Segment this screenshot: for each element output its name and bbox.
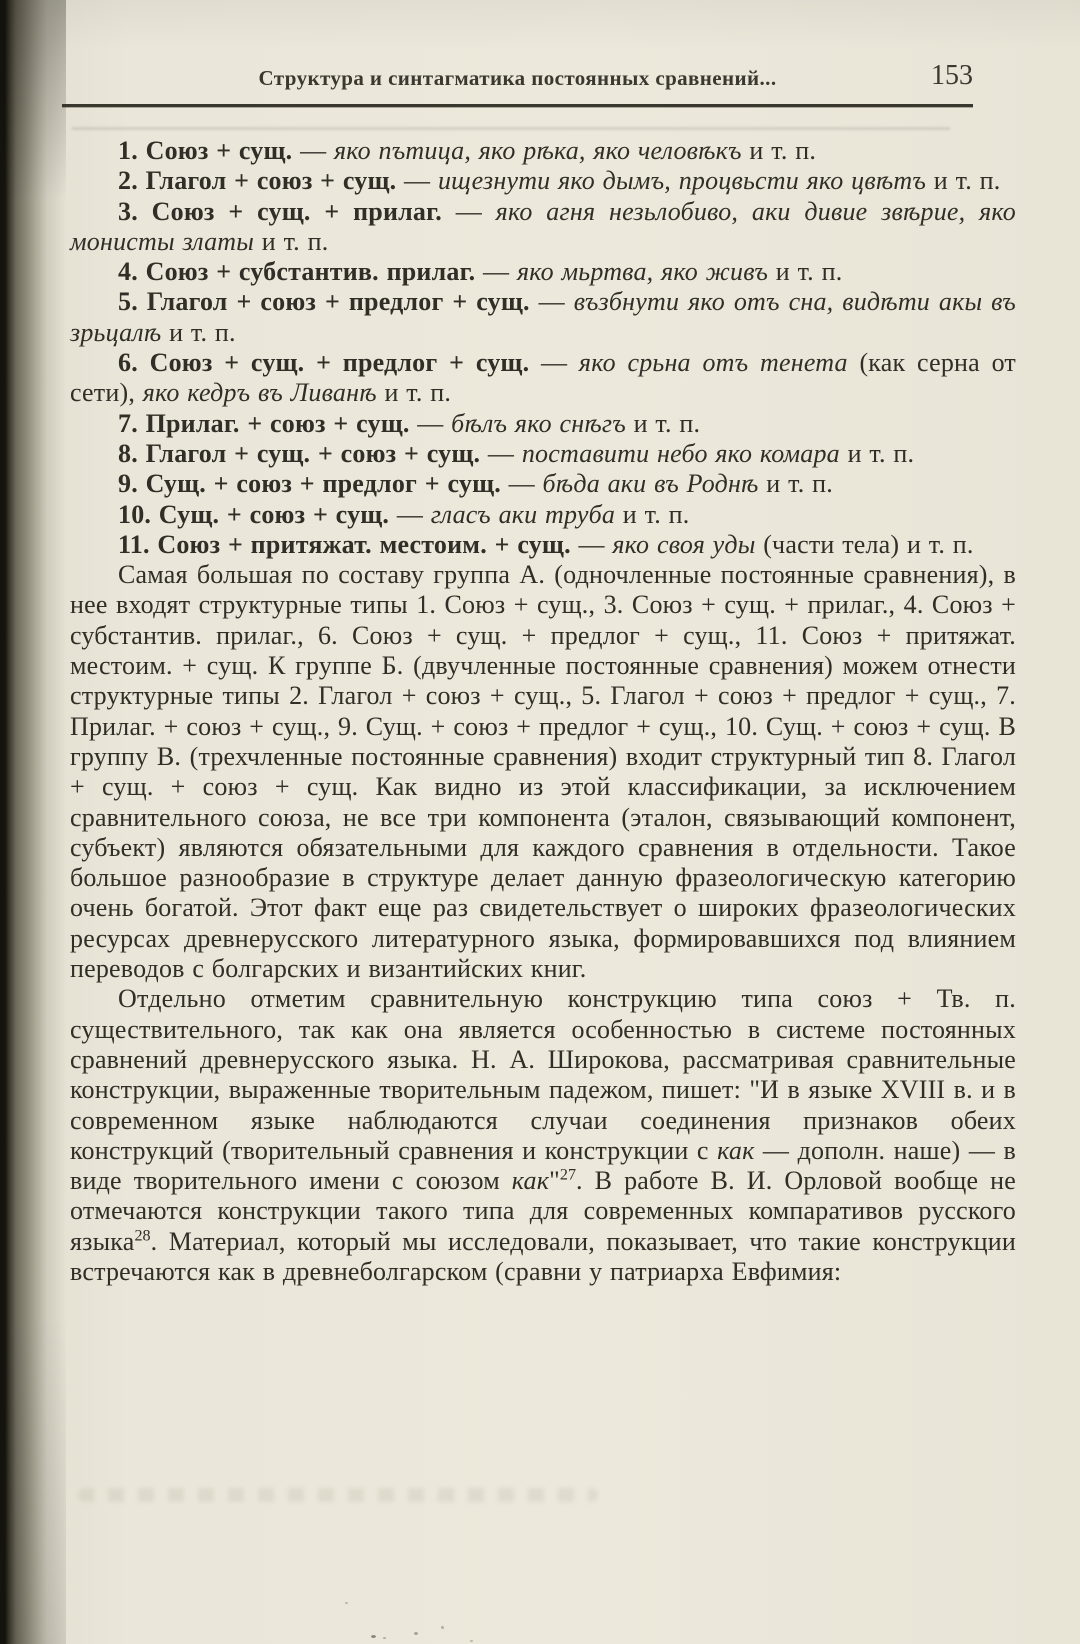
text-run: и т. п. xyxy=(839,438,915,468)
text-run: 9. Сущ. + союз + предлог + сущ. xyxy=(118,469,509,499)
text-run: . Материал, который мы исследовали, показывает, что такие конструкции встречаются как в древнеболгарском (сравни у патриарха Евфимия: xyxy=(70,1226,1016,1286)
text-run: — xyxy=(508,469,543,499)
text-run: 5. Глагол + союз + предлог + сущ. xyxy=(118,287,539,317)
text-run: — xyxy=(540,348,579,378)
text-run: — xyxy=(578,529,613,559)
text-run: яко кедръ въ Ливанѣ xyxy=(142,378,377,408)
paragraph xyxy=(70,984,1016,1287)
text-run: яко пътица, яко рѣка, яко человѣкъ xyxy=(333,136,742,165)
paragraph xyxy=(70,197,1016,258)
text-run: — xyxy=(404,166,438,196)
paragraph xyxy=(70,439,1016,469)
header-rule xyxy=(62,104,973,107)
text-run: яко мьртва, яко живъ xyxy=(516,257,769,287)
paragraph xyxy=(70,409,1016,439)
text-run: — xyxy=(455,196,496,226)
text-run: — дополн. наше) — в виде творительного имени с союзом xyxy=(70,1135,1016,1196)
text-run: — xyxy=(483,257,517,287)
text-run: и т. п. xyxy=(615,499,690,529)
text-run: (части тела) и т. п. xyxy=(755,529,974,559)
text-run: 8. Глагол + сущ. + союз + сущ. xyxy=(118,438,488,468)
text-run: яко агня незьлобиво, аки дивие звѣрие, яко монисты златы xyxy=(70,196,1016,256)
text-run: възбнути яко отъ сна, видѣти акы въ зрьцалѣ xyxy=(70,287,1017,347)
text-run: 2. Глагол + союз + сущ. xyxy=(118,166,405,196)
text-run: — xyxy=(487,438,522,468)
header-rule-echo xyxy=(72,127,950,130)
text-run: 3. Союз + сущ. + прилаг. xyxy=(118,196,456,226)
text-run: и т. п. xyxy=(625,408,701,438)
text-run: как xyxy=(511,1166,550,1196)
text-run: поставити небо яко комара xyxy=(521,438,840,468)
ink-speck xyxy=(414,1632,418,1635)
text-run: 6. Союз + сущ. + предлог + сущ. xyxy=(118,348,541,378)
ink-speck xyxy=(383,1637,386,1639)
text-run: и т. п. xyxy=(926,166,1001,196)
text-run: . В работе В. И. Орловой вообще не отмечаются конструкции такого типа для современных компаративов русского языка xyxy=(70,1166,1016,1256)
paragraph xyxy=(70,348,1016,409)
text-run: (как серна от сети), xyxy=(70,348,1016,408)
text-run: и т. п. xyxy=(768,257,843,287)
text-run: 1. Союз + сущ. xyxy=(118,136,301,165)
text-run: яко срьна отъ тенета xyxy=(578,348,848,378)
text-run: — xyxy=(396,499,431,529)
text-run: 11. Союз + притяжат. местоим. + сущ. xyxy=(118,529,579,559)
text-run: бѣлъ яко снѣгъ xyxy=(451,408,626,438)
text-run: Отдельно отметим сравнительную конструкцию типа союз + Тв. п. существительного, так как она является особенностью в системе постоянных сравнений древнерусского языка. Н. А. Широкова, рассматривая сравнительные конструкции, выраженные творительным падежом, пишет: "И в языке XVIII в. и в современном языке наблюдаются случаи соединения признаков обеих конструкций (творительный сравнения и конструкции с xyxy=(70,984,1016,1165)
text-run: ищезнути яко дымъ, процвьсти яко цвѣтъ xyxy=(437,166,927,196)
text-run: и т. п. xyxy=(161,317,236,347)
paragraph xyxy=(70,560,1016,984)
text-run: 7. Прилаг. + союз + сущ. xyxy=(118,408,418,438)
text-run: бѣда аки въ Роднѣ xyxy=(542,469,759,499)
text-run: — xyxy=(538,287,574,317)
running-title: Структура и синтагматика постоянных сравнений... xyxy=(258,66,777,90)
text-run: и т. п. xyxy=(254,226,329,256)
text-run: и т. п. xyxy=(741,136,817,165)
text-run: 4. Союз + субстантив. прилаг. xyxy=(118,257,484,287)
text-run: — xyxy=(300,136,334,165)
ink-speck xyxy=(371,1635,376,1638)
text-run: — xyxy=(417,408,452,438)
ink-speck xyxy=(470,1640,473,1642)
ink-speck xyxy=(345,1602,348,1604)
ink-speck xyxy=(441,1626,444,1629)
text-run: 10. Сущ. + союз + сущ. xyxy=(118,499,397,529)
text-run: гласъ аки труба xyxy=(430,499,616,529)
text-run: 27 xyxy=(559,1166,576,1184)
ink-bleedthrough xyxy=(78,1488,598,1502)
text-run: как xyxy=(717,1135,755,1165)
text-run: и т. п. xyxy=(758,469,833,499)
page-number: 153 xyxy=(931,60,973,91)
paragraph xyxy=(70,136,1016,166)
body-text xyxy=(70,136,1016,1287)
paragraph xyxy=(70,469,1016,499)
paragraph xyxy=(70,500,1016,530)
page-header xyxy=(62,60,973,102)
paragraph xyxy=(70,530,1016,560)
book-spine-shadow xyxy=(0,0,66,1644)
text-run: яко своя уды xyxy=(612,529,756,559)
text-run: и т. п. xyxy=(376,378,452,408)
text-run: Самая большая по составу группа А. (одночленные постоянные сравнения), в нее входят структурные типы 1. Союз + сущ., 3. Союз + сущ. + прилаг., 4. Союз + субстантив. прилаг., 6. Союз + сущ. + предлог + сущ., 11. Союз + притяжат. местоим. + сущ. К группе Б. (двучленные постоянные сравнения) можем отнести структурные типы 2. Глагол + союз + сущ., 5. Глагол + союз + предлог + сущ., 7. Прилаг. + союз + сущ., 9. Сущ. + союз + предлог + сущ., 10. Сущ. + союз + сущ. В группу В. (трехчленные постоянные сравнения) входит структурный тип 8. Глагол + сущ. + союз + сущ. Как видно из этой классификации, за исключением сравнительного союза, не все три компонента (эталон, связывающий компонент, субъект) являются обязательными для каждого сравнения в отдельности. Такое большое разнообразие в структуре делает данную фразеологическую категорию очень богатой. Этот факт еще раз свидетельствует о широких фразеологических ресурсах древнерусского литературного языка, формировавшихся под влиянием переводов с болгарских и византийских книг. xyxy=(70,560,1016,984)
paragraph xyxy=(70,287,1016,348)
paragraph xyxy=(70,166,1016,196)
text-run: 28 xyxy=(134,1227,151,1245)
paragraph xyxy=(70,257,1016,287)
text-run: " xyxy=(549,1166,560,1196)
